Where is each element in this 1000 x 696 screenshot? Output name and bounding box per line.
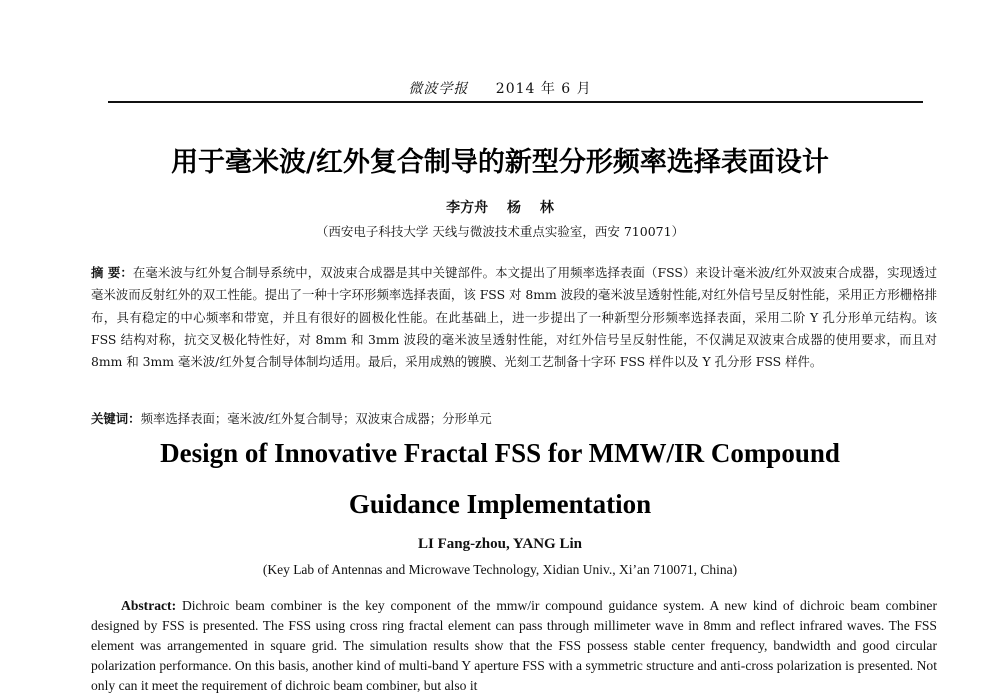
chinese-abstract-text: 在毫米波与红外复合制导系统中，双波束合成器是其中关键部件。本文提出了用频率选择表面（FSS）来设计毫米波/红外双波束合成器，实现透过毫米波而反射红外的双工性能。提出了一种十字环形频率选择表面，该 FSS 对 8mm 波段的毫米波呈透射性能,对红外信号呈反射性能，采用正方形栅格排布，具有稳定的中心频率和带宽，并且有很好的圆极化性能。在此基础上，进一步提出了一种新型分形频率选择表面，采用二阶 Y 孔分形单元结构。该 FSS 结构对称，抗交叉极化特性好，对 8mm 和 3mm 波段的毫米波呈透射性能，对红外信号呈反射性能，不仅满足双波束合成器的使用要求，而且对 8mm 和 3mm 毫米波/红外复合制导体制均适用。最后，采用成熟的镀膜、光刻工艺制备十字环 FSS 样件以及 Y 孔分形 FSS 样件。 xyxy=(91,265,937,370)
english-abstract-text: Dichroic beam combiner is the key component of the mmw/ir compound guidance system. A new kind of dichroic beam combiner designed by FSS is presented. The FSS using cross ring fractal element can pass through millimeter wave in 8mm and reflect infrared waves. The FSS element was arrangemented in square grid. The simulation results show that the FSS possess stable center frequency, bandwidth and good circular polarization performance. On this basis, another kind of multi-band Y aperture FSS with a symmetric structure and anti-cross polarization is presented. Not only can it meet the requirement of dichroic beam combiner, but also it xyxy=(91,598,937,693)
chinese-title: 用于毫米波/红外复合制导的新型分形频率选择表面设计 xyxy=(171,147,829,178)
english-title-line1: Design of Innovative Fractal FSS for MMW/IR Compound xyxy=(160,438,840,468)
chinese-keywords-label: 关键词： xyxy=(91,411,141,426)
english-title-line2: Guidance Implementation xyxy=(348,489,652,519)
chinese-affiliation: （西安电子科技大学 天线与微波技术重点实验室，西安 710071） xyxy=(315,224,685,239)
header-rule xyxy=(108,101,923,103)
chinese-authors: 李方舟 杨 林 xyxy=(446,200,554,216)
issue-date: 2014 年 6 月 xyxy=(495,81,592,97)
english-affiliation: (Key Lab of Antennas and Microwave Technology, Xidian Univ., Xi’an 710071, China) xyxy=(262,562,738,577)
english-abstract xyxy=(91,596,937,696)
english-authors: LI Fang-zhou, YANG Lin xyxy=(418,536,582,552)
chinese-abstract-label: 摘 要： xyxy=(91,265,133,280)
journal-name: 微波学报 xyxy=(408,81,469,97)
english-abstract-label: Abstract: xyxy=(121,598,177,613)
chinese-keywords xyxy=(91,408,937,430)
running-header xyxy=(0,78,1000,98)
chinese-abstract xyxy=(91,262,937,373)
chinese-keywords-text: 频率选择表面；毫米波/红外复合制导；双波束合成器；分形单元 xyxy=(140,411,492,426)
